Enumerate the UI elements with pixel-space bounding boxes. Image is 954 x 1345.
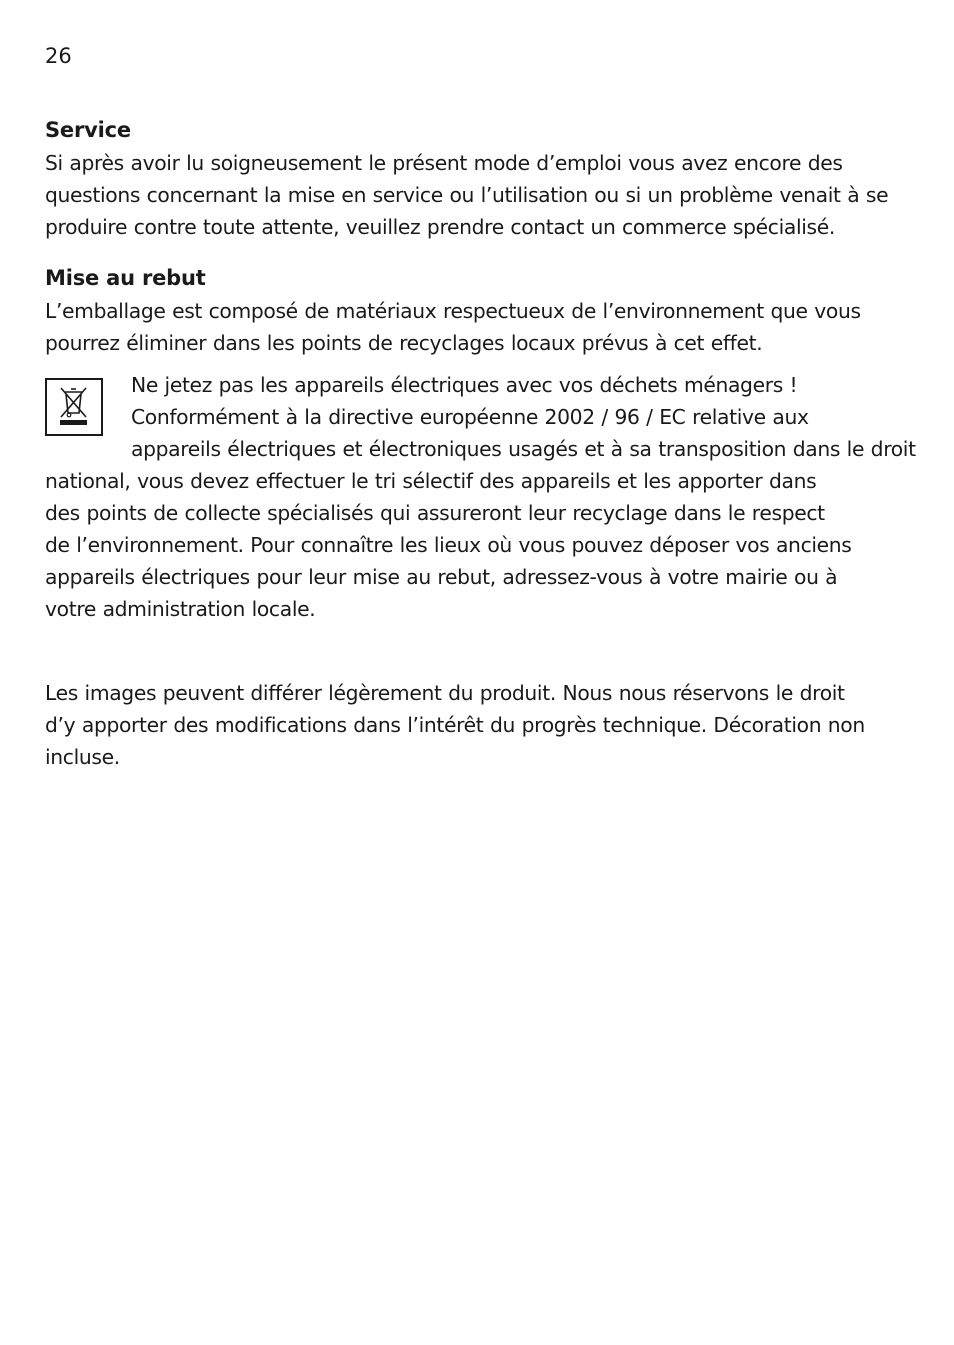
weee-line: appareils électriques pour leur mise au rebut, adressez-vous à votre mairie ou à xyxy=(45,565,838,589)
service-heading: Service xyxy=(45,118,131,142)
disclaimer-line: Les images peuvent différer légèrement du produit. Nous nous réservons le droit xyxy=(45,681,845,705)
weee-line: Conformément à la directive européenne 2002 / 96 / EC relative aux xyxy=(131,405,809,429)
service-paragraph xyxy=(45,147,905,243)
disposal-line: L’emballage est composé de matériaux respectueux de l’environnement que vous xyxy=(45,299,861,323)
disposal-line: pourrez éliminer dans les points de recyclages locaux prévus à cet effet. xyxy=(45,331,763,355)
weee-paragraph xyxy=(45,369,916,625)
weee-line: Ne jetez pas les appareils électriques avec vos déchets ménagers ! xyxy=(131,373,798,397)
service-line: Si après avoir lu soigneusement le présent mode d’emploi vous avez encore des xyxy=(45,151,843,175)
weee-line: des points de collecte spécialisés qui assureront leur recyclage dans le respect xyxy=(45,501,825,525)
crossed-out-wheelie-bin-icon xyxy=(45,378,103,436)
disposal-heading: Mise au rebut xyxy=(45,266,206,290)
service-line: produire contre toute attente, veuillez prendre contact un commerce spécialisé. xyxy=(45,215,835,239)
service-line: questions concernant la mise en service ou l’utilisation ou si un problème venait à se xyxy=(45,183,889,207)
weee-line: votre administration locale. xyxy=(45,597,316,621)
weee-notice xyxy=(45,369,916,625)
service-section xyxy=(45,115,905,243)
weee-line: de l’environnement. Pour connaître les lieux où vous pouvez déposer vos anciens xyxy=(45,533,852,557)
spacer xyxy=(45,645,905,677)
weee-line: appareils électriques et électroniques usagés et à sa transposition dans le droit xyxy=(131,437,916,461)
page-content xyxy=(45,115,916,793)
disposal-paragraph xyxy=(45,295,905,359)
disclaimer-paragraph xyxy=(45,677,905,773)
disclaimer-section xyxy=(45,677,905,773)
disposal-section xyxy=(45,263,916,625)
disclaimer-line: incluse. xyxy=(45,745,120,769)
page-number: 26 xyxy=(45,44,72,68)
disclaimer-line: d’y apporter des modifications dans l’intérêt du progrès technique. Décoration non xyxy=(45,713,865,737)
weee-line: national, vous devez effectuer le tri sélectif des appareils et les apporter dans xyxy=(45,469,817,493)
